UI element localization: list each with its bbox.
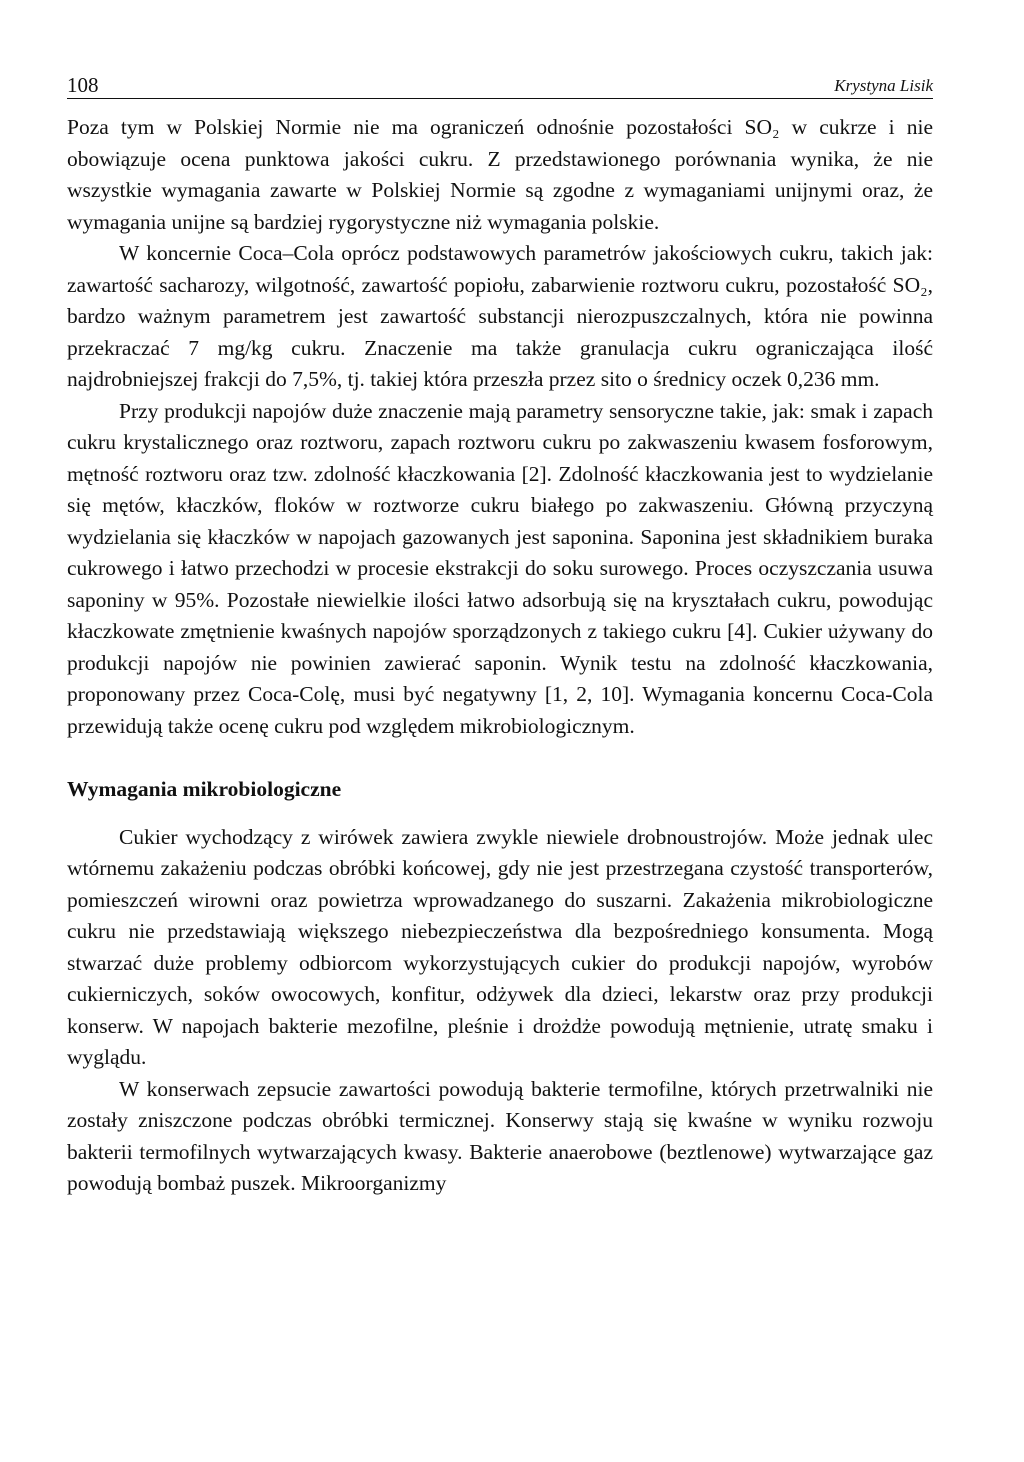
page-header [67, 70, 933, 99]
running-head-author: Krystyna Lisik [834, 76, 933, 95]
paragraph-1: Poza tym w Polskiej Normie nie ma ograniczeń odnośnie pozostałości SO₂ w cukrze i nie obowiązuje ocena punktowa jakości cukru. Z przedstawionego porównania wynika, że nie wszystkie wymagania zawarte w Polskiej Normie są zgodne z wymaganiami unijnymi oraz, że wymagania unijne są bardziej rygorystyczne niż wymagania polskie. [67, 115, 933, 234]
section-heading: Wymagania mikrobiologiczne [67, 777, 342, 801]
body-text [67, 112, 933, 1200]
paragraph-5: W konserwach zepsucie zawartości powodują bakterie termofilne, których przetrwalniki nie zostały zniszczone podczas obróbki termicznej. Konserwy stają się kwaśne w wyniku rozwoju bakterii termofilnych wytwarzających kwasy. Bakterie anaerobowe (beztlenowe) wytwarzające gaz powodują bombaż puszek. Mikroorganizmy [67, 1076, 933, 1195]
page-number: 108 [67, 73, 99, 97]
paragraph-2: W koncernie Coca–Cola oprócz podstawowych parametrów jakościowych cukru, takich jak: zawartość sacharozy, wilgotność, zawartość popiołu, zabarwienie roztworu cukru, pozostałość SO₂, bardzo ważnym parametrem jest zawartość substancji nierozpuszczalnych, która nie powinna przekraczać 7 mg/kg cukru. Znaczenie ma także granulacja cukru ograniczająca ilość najdrobniejszej frakcji do 7,5%, tj. takiej która przeszła przez sito o średnicy oczek 0,236 mm. [67, 241, 933, 391]
paragraph-4: Cukier wychodzący z wirówek zawiera zwykle niewiele drobnoustrojów. Może jednak ulec wtórnemu zakażeniu podczas obróbki końcowej, gdy nie jest przestrzegana czystość transporterów, pomieszczeń wirowni oraz powietrza wprowadzanego do suszarni. Zakażenia mikrobiologiczne cukru nie przedstawiają większego niebezpieczeństwa dla bezpośredniego konsumenta. Mogą stwarzać duże problemy odbiorcom wykorzystujących cukier do produkcji napojów, wyrobów cukierniczych, soków owocowych, konfitur, odżywek dla dzieci, lekarstw oraz przy produkcji konserw. W napojach bakterie mezofilne, pleśnie i drożdże powodują mętnienie, utratę smaku i wyglądu. [67, 824, 933, 1069]
paragraph-3: Przy produkcji napojów duże znaczenie mają parametry sensoryczne takie, jak: smak i zapach cukru krystalicznego oraz roztworu, zapach roztworu cukru po zakwaszeniu kwasem fosforowym, mętność roztworu oraz tzw. zdolność kłaczkowania [2]. Zdolność kłaczkowania jest to wydzielanie się mętów, kłaczków, floków w roztworze cukru białego po zakwaszeniu. Główną przyczyną wydzielania się kłaczków w napojach gazowanych jest saponina. Saponina jest składnikiem buraka cukrowego i łatwo przechodzi w procesie ekstrakcji do soku surowego. Proces oczyszczania usuwa saponiny w 95%. Pozostałe niewielkie ilości łatwo adsorbują się na kryształach cukru, powodując kłaczkowate zmętnienie kwaśnych napojów sporządzonych z takiego cukru [4]. Cukier używany do produkcji napojów nie powinien zawierać saponin. Wynik testu na zdolność kłaczkowania, proponowany przez Coca-Colę, musi być negatywny [1, 2, 10]. Wymagania koncernu Coca-Cola przewidują także ocenę cukru pod względem mikrobiologicznym. [67, 398, 933, 738]
